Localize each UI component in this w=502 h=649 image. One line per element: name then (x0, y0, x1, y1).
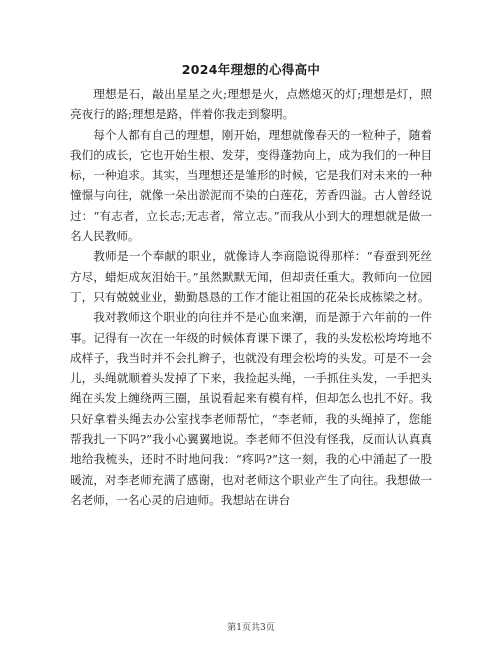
paragraph: 理想是石，敲出星星之火;理想是火，点燃熄灭的灯;理想是灯，照亮夜行的路;理想是路，伴着你我走到黎明。 (70, 87, 432, 122)
page-footer: 第1页共3页 (227, 623, 275, 633)
document-title: 2024年理想的心得高中 (181, 62, 321, 77)
paragraph: 我对教师这个职业的向往并不是心血来潮，而是源于六年前的一件事。记得有一次在一年级的时候体育课下课了，我的头发松松垮垮地不成样子，我当时并不会扎辫子，也就没有理会松垮的头发。可是不一会儿，头绳就顺着头发掉了下来，我捡起头绳，一手抓住头发，一手把头绳在头发上缠绕两三圈，虽说看起来有模有样，但却怎么也扎不好。我只好拿着头绳去办公室找李老师帮忙，“李老师，我的头绳掉了，您能帮我扎一下吗?”我小心翼翼地说。李老师不但没有怪我，反而认认真真地给我梳头，还时不时地问我：“疼吗?”这一刻，我的心中涌起了一股暖流，对李老师充满了感谢，也对老师这个职业产生了向往。我想做一名老师，一名心灵的启迪师。我想站在讲台 (70, 310, 432, 507)
document-body (70, 84, 432, 510)
paragraph: 每个人都有自己的理想，刚开始，理想就像春天的一粒种子，随着我们的成长，它也开始生根、发芽，变得蓬勃向上，成为我们的一种目标，一种追求。其实，当理想还是雏形的时候，它是我们对未来的一种憧憬与向往，就像一朵出淤泥而不染的白莲花，芳香四溢。古人曾经说过：“有志者，立长志;无志者，常立志。”而我从小到大的理想就是做一名人民教师。 (70, 127, 432, 244)
paragraph: 教师是一个奉献的职业，就像诗人李商隐说得那样：“春蚕到死丝方尽，蜡炬成灰泪始干。”虽然默默无闻，但却责任重大。教师向一位园丁，只有兢兢业业，勤勤恳恳的工作才能让祖国的花朵长成栋梁之材。 (70, 249, 432, 304)
